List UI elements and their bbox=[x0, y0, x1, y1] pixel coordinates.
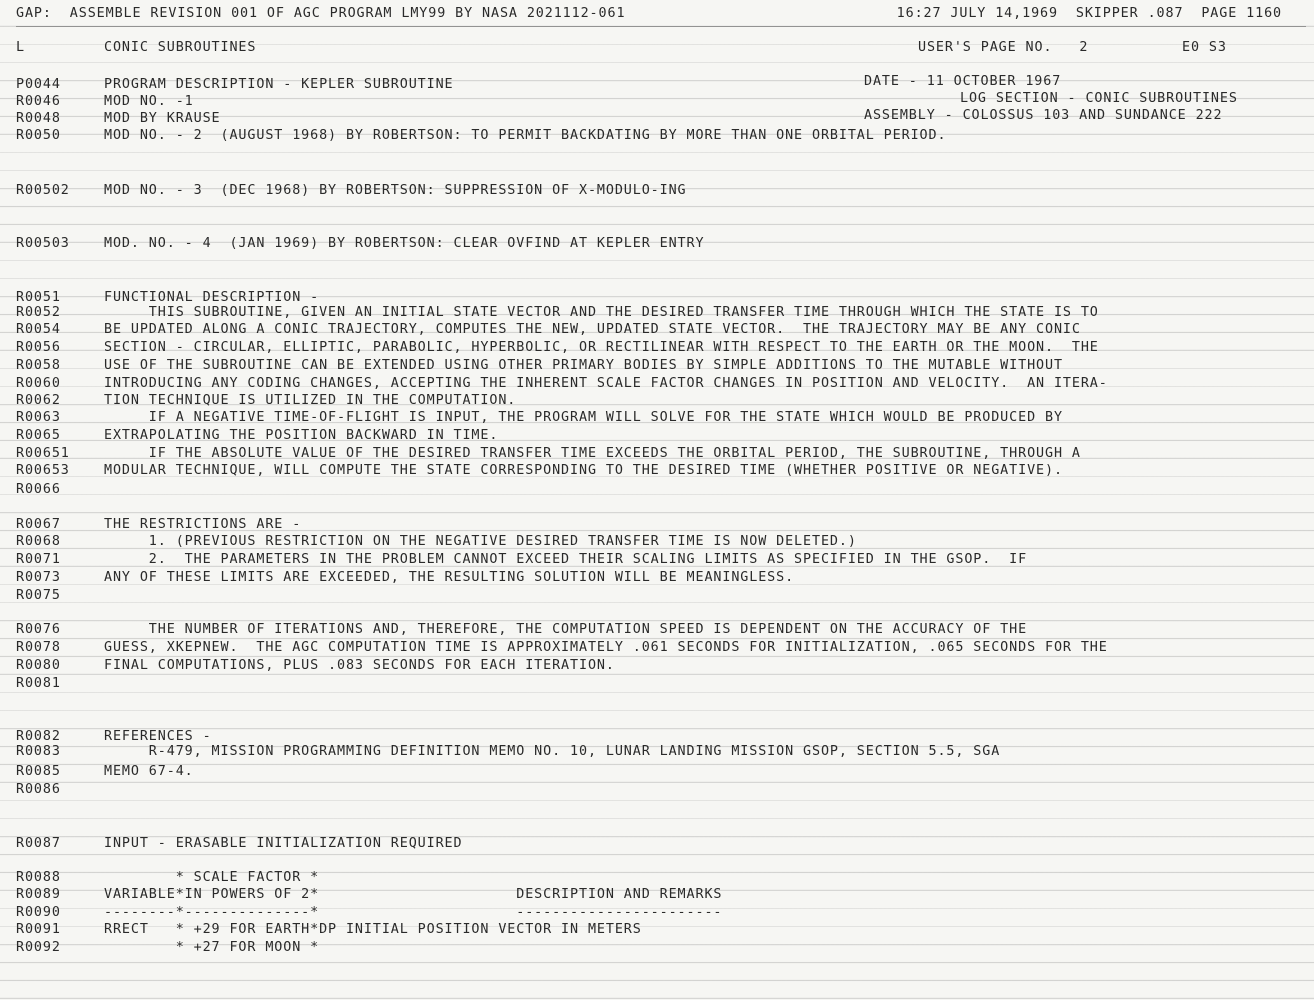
line-text: SECTION - CIRCULAR, ELLIPTIC, PARABOLIC, HYPERBOLIC, OR RECTILINEAR WITH RESPECT TO THE EARTH OR THE MOON. THE bbox=[104, 340, 1099, 355]
line-id: P0044 bbox=[16, 77, 61, 92]
line-text: EXTRAPOLATING THE POSITION BACKWARD IN TIME. bbox=[104, 428, 499, 443]
line-text: MODULAR TECHNIQUE, WILL COMPUTE THE STATE CORRESPONDING TO THE DESIRED TIME (WHETHER POSITIVE OR NEGATIVE). bbox=[104, 463, 1063, 478]
line-text: THE NUMBER OF ITERATIONS AND, THEREFORE, THE COMPUTATION SPEED IS DEPENDENT ON THE ACCURACY OF THE bbox=[104, 622, 1028, 637]
line-id: R0092 bbox=[16, 940, 61, 955]
line-text: FUNCTIONAL DESCRIPTION - bbox=[104, 290, 320, 305]
line-text: MEMO 67-4. bbox=[104, 764, 194, 779]
line-id: R0051 bbox=[16, 290, 61, 305]
line-text: MOD NO. -1 bbox=[104, 94, 194, 109]
line-text: REFERENCES - bbox=[104, 729, 212, 744]
line-text: MOD. NO. - 4 (JAN 1969) BY ROBERTSON: CLEAR OVFIND AT KEPLER ENTRY bbox=[104, 236, 705, 251]
line-id: R0076 bbox=[16, 622, 61, 637]
header-timestamp-page: 16:27 JULY 14,1969 SKIPPER .087 PAGE 1160 bbox=[896, 6, 1282, 21]
page-code: E0 S3 bbox=[1182, 40, 1227, 55]
line-text: 2. THE PARAMETERS IN THE PROBLEM CANNOT EXCEED THEIR SCALING LIMITS AS SPECIFIED IN THE GSOP. IF bbox=[104, 552, 1028, 567]
line-id: R00502 bbox=[16, 183, 70, 198]
line-text: TION TECHNIQUE IS UTILIZED IN THE COMPUTATION. bbox=[104, 393, 517, 408]
line-id: R0068 bbox=[16, 534, 61, 549]
line-id: R0083 bbox=[16, 744, 61, 759]
line-text: GUESS, XKEPNEW. THE AGC COMPUTATION TIME IS APPROXIMATELY .061 SECONDS FOR INITIALIZATION, .065 SECONDS FOR THE bbox=[104, 640, 1108, 655]
line-id: R0062 bbox=[16, 393, 61, 408]
line-id: R0081 bbox=[16, 676, 61, 691]
line-id: R0088 bbox=[16, 870, 61, 885]
line-text: R-479, MISSION PROGRAMMING DEFINITION MEMO NO. 10, LUNAR LANDING MISSION GSOP, SECTION 5.5, SGA bbox=[104, 744, 1001, 759]
line-id: R0090 bbox=[16, 905, 61, 920]
line-text: RRECT * +29 FOR EARTH*DP INITIAL POSITION VECTOR IN METERS bbox=[104, 922, 642, 937]
line-id: R0091 bbox=[16, 922, 61, 937]
line-text: IF THE ABSOLUTE VALUE OF THE DESIRED TRANSFER TIME EXCEEDS THE ORBITAL PERIOD, THE SUBROUTINE, THROUGH A bbox=[104, 446, 1081, 461]
line-text: BE UPDATED ALONG A CONIC TRAJECTORY, COMPUTES THE NEW, UPDATED STATE VECTOR. THE TRAJECTORY MAY BE ANY CONIC bbox=[104, 322, 1081, 337]
line-id: R0073 bbox=[16, 570, 61, 585]
line-id: R0054 bbox=[16, 322, 61, 337]
line-id: R0067 bbox=[16, 517, 61, 532]
line-text: INTRODUCING ANY CODING CHANGES, ACCEPTING THE INHERENT SCALE FACTOR CHANGES IN POSITION AND VELOCITY. AN ITERA- bbox=[104, 376, 1108, 391]
line-text: VARIABLE*IN POWERS OF 2* DESCRIPTION AND REMARKS bbox=[104, 887, 723, 902]
assembly-note: ASSEMBLY - COLOSSUS 103 AND SUNDANCE 222 bbox=[864, 108, 1223, 123]
line-id: R00503 bbox=[16, 236, 70, 251]
line-text: MOD NO. - 2 (AUGUST 1968) BY ROBERTSON: TO PERMIT BACKDATING BY MORE THAN ONE ORBITAL PERIOD. bbox=[104, 128, 947, 143]
line-id: R0066 bbox=[16, 482, 61, 497]
listing-header bbox=[16, 4, 1306, 27]
line-text: ANY OF THESE LIMITS ARE EXCEEDED, THE RESULTING SOLUTION WILL BE MEANINGLESS. bbox=[104, 570, 795, 585]
line-id: R0071 bbox=[16, 552, 61, 567]
line-id: R0085 bbox=[16, 764, 61, 779]
line-id: R0089 bbox=[16, 887, 61, 902]
line-id: R00653 bbox=[16, 463, 70, 478]
line-id: R0063 bbox=[16, 410, 61, 425]
line-text: PROGRAM DESCRIPTION - KEPLER SUBROUTINE bbox=[104, 77, 454, 92]
line-text: * +27 FOR MOON * bbox=[104, 940, 320, 955]
line-id: R0046 bbox=[16, 94, 61, 109]
line-id: R0086 bbox=[16, 782, 61, 797]
line-id: R0056 bbox=[16, 340, 61, 355]
line-text: THE RESTRICTIONS ARE - bbox=[104, 517, 302, 532]
line-text: FINAL COMPUTATIONS, PLUS .083 SECONDS FOR EACH ITERATION. bbox=[104, 658, 615, 673]
line-text: --------*--------------* ----------------------- bbox=[104, 905, 723, 920]
column-l-marker: L bbox=[16, 40, 25, 55]
line-id: R0065 bbox=[16, 428, 61, 443]
line-text: * SCALE FACTOR * bbox=[104, 870, 320, 885]
line-id: R00651 bbox=[16, 446, 70, 461]
line-id: R0075 bbox=[16, 588, 61, 603]
line-id: R0082 bbox=[16, 729, 61, 744]
line-id: R0052 bbox=[16, 305, 61, 320]
line-text: USE OF THE SUBROUTINE CAN BE EXTENDED USING OTHER PRIMARY BODIES BY SIMPLE ADDITIONS TO THE MUTABLE WITHOUT bbox=[104, 358, 1063, 373]
line-text: THIS SUBROUTINE, GIVEN AN INITIAL STATE VECTOR AND THE DESIRED TRANSFER TIME THROUGH WHICH THE STATE IS TO bbox=[104, 305, 1099, 320]
line-text: IF A NEGATIVE TIME-OF-FLIGHT IS INPUT, THE PROGRAM WILL SOLVE FOR THE STATE WHICH WOULD BE PRODUCED BY bbox=[104, 410, 1063, 425]
line-id: R0048 bbox=[16, 111, 61, 126]
line-id: R0050 bbox=[16, 128, 61, 143]
line-id: R0078 bbox=[16, 640, 61, 655]
line-text: INPUT - ERASABLE INITIALIZATION REQUIRED bbox=[104, 836, 463, 851]
date-note: DATE - 11 OCTOBER 1967 bbox=[864, 74, 1062, 89]
line-id: R0060 bbox=[16, 376, 61, 391]
line-id: R0058 bbox=[16, 358, 61, 373]
user-page-number: USER'S PAGE NO. 2 bbox=[918, 40, 1089, 55]
line-text: MOD NO. - 3 (DEC 1968) BY ROBERTSON: SUPPRESSION OF X-MODULO-ING bbox=[104, 183, 687, 198]
line-id: R0087 bbox=[16, 836, 61, 851]
header-assembly-info: GAP: ASSEMBLE REVISION 001 OF AGC PROGRAM LMY99 BY NASA 2021112-061 bbox=[16, 6, 626, 21]
line-id: R0080 bbox=[16, 658, 61, 673]
log-section-note: LOG SECTION - CONIC SUBROUTINES bbox=[960, 91, 1238, 106]
section-title: CONIC SUBROUTINES bbox=[104, 40, 257, 55]
line-text: MOD BY KRAUSE bbox=[104, 111, 221, 126]
line-text: 1. (PREVIOUS RESTRICTION ON THE NEGATIVE DESIRED TRANSFER TIME IS NOW DELETED.) bbox=[104, 534, 857, 549]
